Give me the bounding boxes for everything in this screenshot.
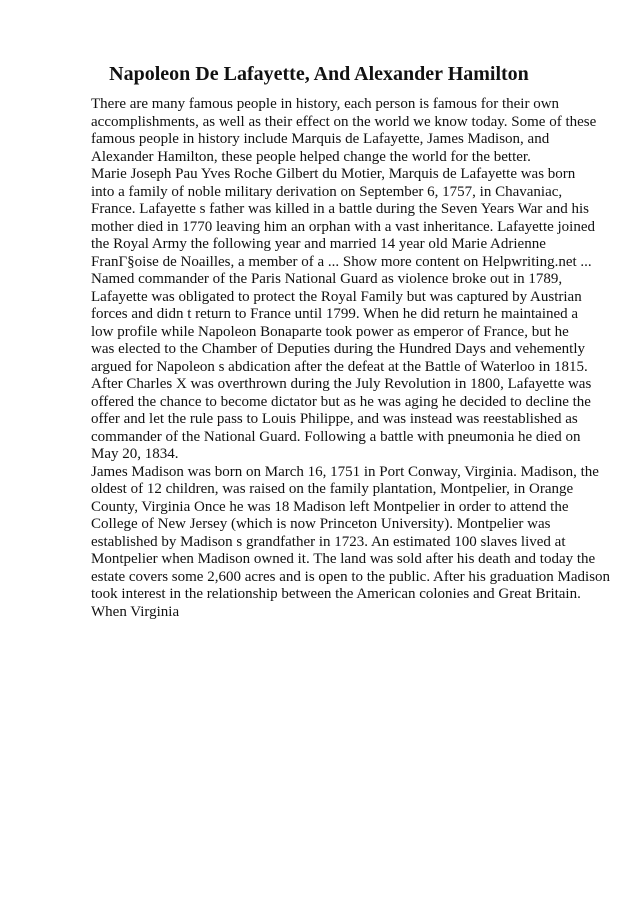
body-line: Montpelier when Madison owned it. The land was sold after his death and today the bbox=[91, 551, 596, 567]
body-line: estate covers some 2,600 acres and is open to the public. After his graduation Madison bbox=[91, 568, 611, 585]
body-line: Lafayette was obligated to protect the Royal Family but was captured by Austrian bbox=[91, 288, 582, 305]
body-line: College of New Jersey (which is now Princeton University). Montpelier was bbox=[91, 516, 551, 532]
body-line: the Royal Army the following year and married 14 year old Marie Adrienne bbox=[91, 236, 546, 252]
body-line: commander of the National Guard. Following a battle with pneumonia he died on bbox=[91, 428, 581, 445]
document-body bbox=[91, 96, 611, 621]
body-line: After Charles X was overthrown during the July Revolution in 1800, Lafayette was bbox=[91, 376, 592, 392]
body-line: was elected to the Chamber of Deputies during the Hundred Days and vehemently bbox=[91, 341, 586, 357]
body-line: famous people in history include Marquis de Lafayette, James Madison, and bbox=[91, 131, 550, 147]
body-line: took interest in the relationship between the American colonies and Great Britain. bbox=[91, 586, 581, 602]
body-line: Marie Joseph Pau Yves Roche Gilbert du Motier, Marquis de Lafayette was born bbox=[91, 166, 576, 182]
body-line: established by Madison s grandfather in 1723. An estimated 100 slaves lived at bbox=[91, 533, 566, 550]
body-line: Named commander of the Paris National Guard as violence broke out in 1789, bbox=[91, 271, 563, 287]
body-line: into a family of noble military derivation on September 6, 1757, in Chavaniac, bbox=[91, 183, 563, 200]
body-line: low profile while Napoleon Bonaparte took power as emperor of France, but he bbox=[91, 323, 569, 340]
body-line: James Madison was born on March 16, 1751 in Port Conway, Virginia. Madison, the bbox=[91, 463, 599, 480]
body-line: oldest of 12 children, was raised on the family plantation, Montpelier, in Orange bbox=[91, 481, 574, 497]
body-line: There are many famous people in history, each person is famous for their own bbox=[91, 96, 560, 112]
document-title: Napoleon De Lafayette, And Alexander Hamilton bbox=[109, 63, 529, 85]
body-line: County, Virginia Once he was 18 Madison left Montpelier in order to attend the bbox=[91, 498, 569, 515]
body-line: France. Lafayette s father was killed in a battle during the Seven Years War and his bbox=[91, 201, 589, 217]
body-line: argued for Napoleon s abdication after the defeat at the Battle of Waterloo in 1815. bbox=[91, 358, 588, 375]
body-line: mother died in 1770 leaving him an orphan with a vast inheritance. Lafayette joined bbox=[91, 218, 596, 235]
body-line: May 20, 1834. bbox=[91, 446, 179, 462]
body-line: forces and didn t return to France until 1799. When he did return he maintained a bbox=[91, 306, 579, 322]
body-line: offered the chance to become dictator but as he was aging he decided to decline the bbox=[91, 393, 591, 410]
body-line: FranГ§oise de Noailles, a member of a ... Show more content on Helpwriting.net ... bbox=[91, 253, 592, 270]
body-line: accomplishments, as well as their effect on the world we know today. Some of these bbox=[91, 113, 597, 130]
body-line: Alexander Hamilton, these people helped change the world for the better. bbox=[91, 148, 531, 165]
body-line: When Virginia bbox=[91, 603, 180, 620]
body-line: offer and let the rule pass to Louis Philippe, and was instead was reestablished as bbox=[91, 411, 578, 427]
